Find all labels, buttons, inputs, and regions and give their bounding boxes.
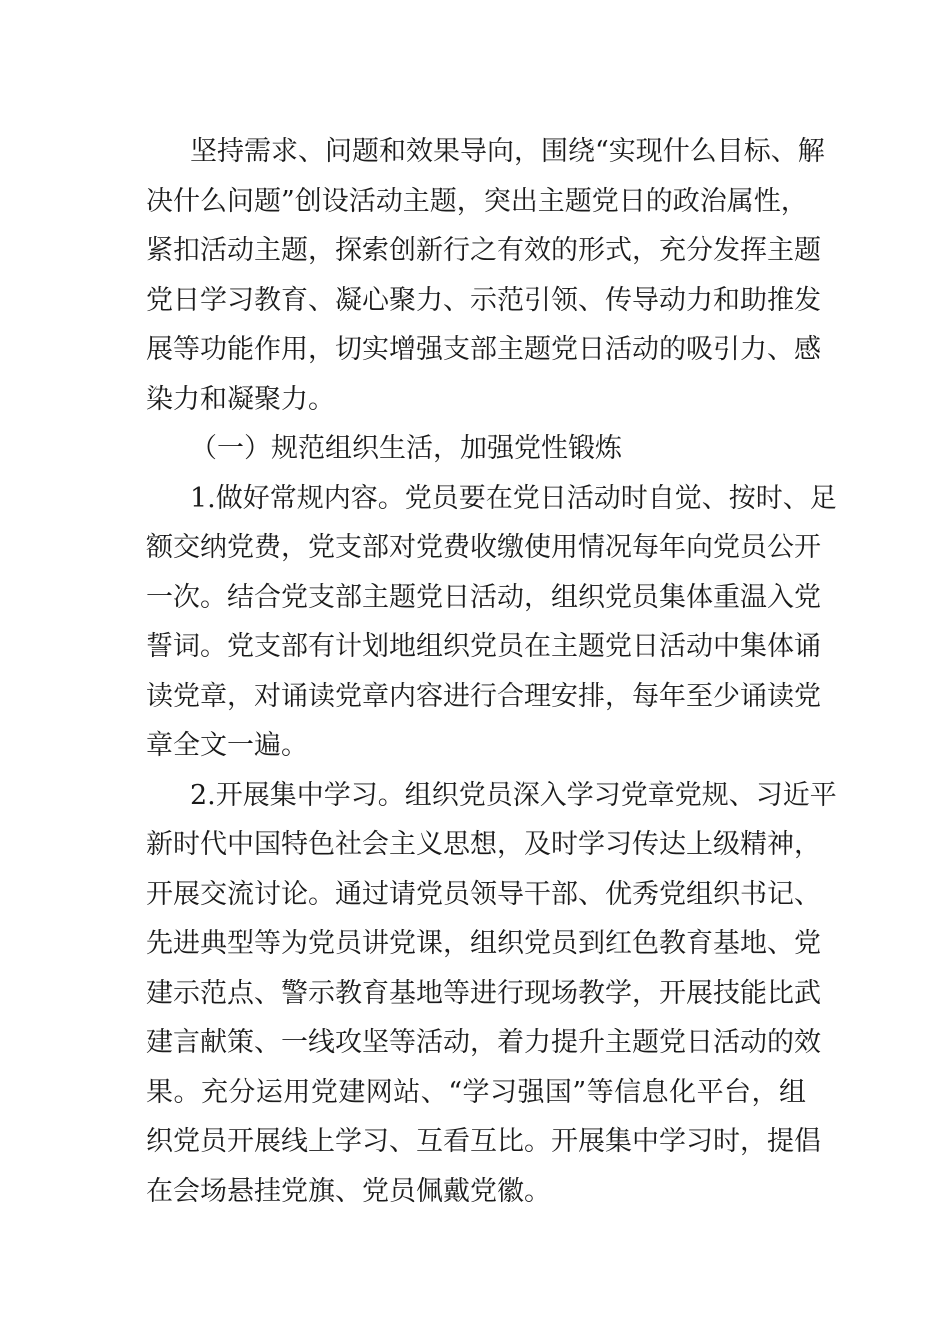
section-heading: [146, 424, 806, 474]
text-line: 建示范点、警示教育基地等进行现场教学，开展技能比武: [146, 977, 821, 1009]
paragraph-intro: [146, 127, 825, 424]
text-line: 紧扣活动主题，探索创新行之有效的形式，充分发挥主题: [146, 235, 821, 266]
text-line: 展等功能作用，切实增强支部主题党日活动的吸引力、感: [146, 334, 821, 365]
paragraph-centralized-study: [146, 771, 837, 1217]
text-line: 额交纳党费，党支部对党费收缴使用情况每年向党员公开: [146, 532, 821, 563]
section-heading-text: （一）规范组织生活，加强党性锻炼: [190, 433, 622, 464]
text-line: 开展交流讨论。通过请党员领导干部、优秀党组织书记、: [146, 878, 821, 910]
text-line: 坚持需求、问题和效果导向，围绕“实现什么目标、解: [190, 136, 825, 167]
paragraph-routine-content: [146, 474, 837, 771]
text-line: 新时代中国特色社会主义思想，及时学习传达上级精神，: [146, 829, 821, 860]
text-line: 读党章，对诵读党章内容进行合理安排，每年至少诵读党: [146, 680, 821, 712]
text-line: 1.做好常规内容。党员要在党日活动时自觉、按时、足: [190, 482, 837, 514]
text-line: 一次。结合党支部主题党日活动，组织党员集体重温入党: [146, 581, 821, 613]
text-line: 建言献策、一线攻坚等活动，着力提升主题党日活动的效: [146, 1027, 821, 1058]
text-line: 决什么问题”创设活动主题，突出主题党日的政治属性，: [146, 185, 808, 217]
text-line: 染力和凝聚力。: [146, 383, 335, 415]
text-line: 2.开展集中学习。组织党员深入学习党章党规、习近平: [190, 779, 837, 811]
text-line: 誓词。党支部有计划地组织党员在主题党日活动中集体诵: [146, 631, 821, 662]
document-body: [146, 127, 837, 1216]
text-line: 党日学习教育、凝心聚力、示范引领、传导动力和助推发: [146, 284, 821, 316]
text-line: 在会场悬挂党旗、党员佩戴党徽。: [146, 1175, 551, 1207]
text-line: 果。充分运用党建网站、“学习强国”等信息化平台，组: [146, 1076, 806, 1108]
text-line: 先进典型等为党员讲党课，组织党员到红色教育基地、党: [146, 928, 821, 959]
text-line: 章全文一遍。: [146, 730, 308, 761]
text-line: 织党员开展线上学习、互看互比。开展集中学习时，提倡: [146, 1126, 821, 1157]
